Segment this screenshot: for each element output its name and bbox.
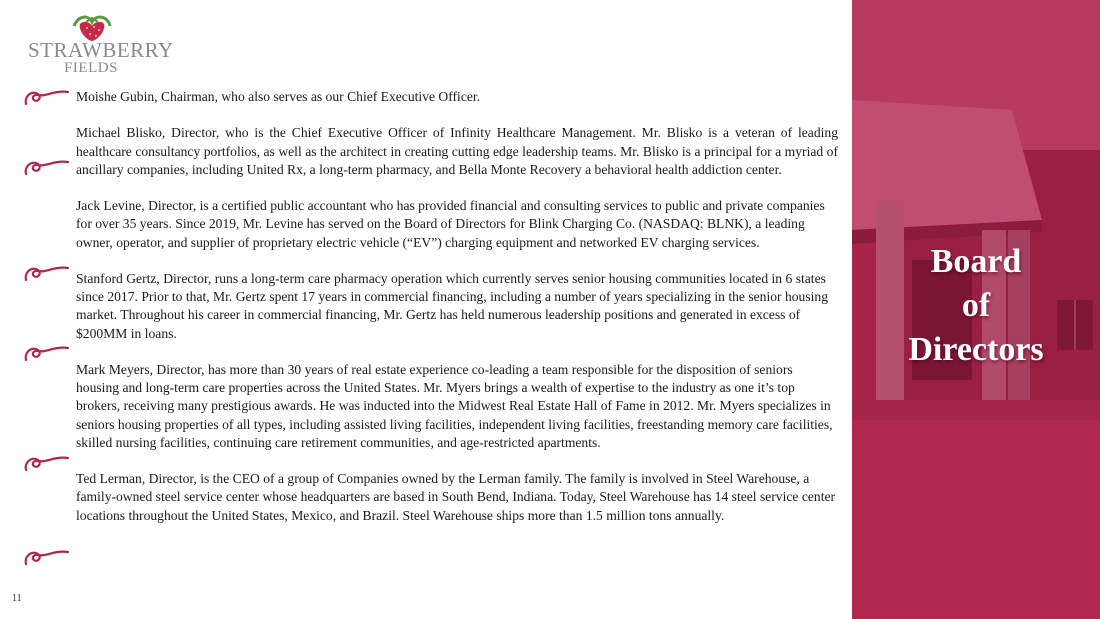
directors-list [76, 88, 838, 543]
flourish-icon [22, 262, 72, 284]
director-bio-gertz: Stanford Gertz, Director, runs a long-term care pharmacy operation which currently serves senior housing communities located in 6 states since 2017. Prior to that, Mr. Gertz spent 17 years in commercial financing, including a number of years specializing in the senior housing market. Throughout his career in commercial financing, Mr. Gertz has held numerous leadership positions and generated in excess of $200MM in loans. [76, 270, 828, 341]
flourish-icon [22, 452, 72, 474]
flourish-icon [22, 342, 72, 364]
logo-text-strawberry: STRAWBERRY [28, 38, 174, 62]
title-line-directors: Directors [908, 331, 1044, 368]
page-number: 11 [12, 593, 22, 604]
flourish-icon [22, 546, 72, 568]
side-panel [852, 0, 1100, 619]
section-title [852, 240, 1100, 372]
director-bio-gubin: Moishe Gubin, Chairman, who also serves as our Chief Executive Officer. [76, 89, 481, 104]
logo-text-fields: FIELDS [64, 60, 118, 76]
title-line-board: Board [930, 243, 1022, 280]
flourish-icon [22, 156, 72, 178]
director-bio-meyers: Mark Meyers, Director, has more than 30 years of real estate experience co-leading a team responsible for the disposition of seniors housing and long-term care properties across the United States. Mr. Myers brings a wealth of expertise to the industry as one it’s top brokers, receiving many prestigious awards. He was inducted into the Midwest Real Estate Hall of Fame in 2012. Mr. Myers specializes in seniors housing properties of all types, including assisted living facilities, independent living facilities, freestanding memory care facilities, skilled nursing facilities, continuing care retirement communities, and age-restricted apartments. [76, 361, 833, 450]
director-bio-blisko: Michael Blisko, Director, who is the Chief Executive Officer of Infinity Healthcare Management. Mr. Blisko is a veteran of leading healthcare consultancy portfolios, as well as the architect in creating cutting edge leadership teams. Mr. Blisko is a principal for a myriad of ancillary companies, including United Rx, a long-term pharmacy, and Bella Monte Recovery a behavioral health addiction center. [76, 125, 838, 177]
flourish-icon [22, 86, 72, 108]
director-bio-lerman: Ted Lerman, Director, is the CEO of a group of Companies owned by the Lerman family. The family is involved in Steel Warehouse, a family-owned steel service center whose headquarters are based in South Bend, Indiana. Today, Steel Warehouse has 14 steel service center locations throughout the United States, Mexico, and Brazil. Steel Warehouse ships more than 1.5 million tons annually. [76, 471, 836, 523]
company-logo [24, 12, 174, 78]
director-bio-levine: Jack Levine, Director, is a certified public accountant who has provided financial and consulting services to public and private companies for over 35 years. Since 2019, Mr. Levine has served on the Board of Directors for Blink Charging Co. (NASDAQ: BLNK), a leading owner, operator, and supplier of proprietary electric vehicle (“EV”) charging equipment and networked EV charging services. [76, 198, 825, 250]
title-line-of: of [961, 287, 991, 324]
